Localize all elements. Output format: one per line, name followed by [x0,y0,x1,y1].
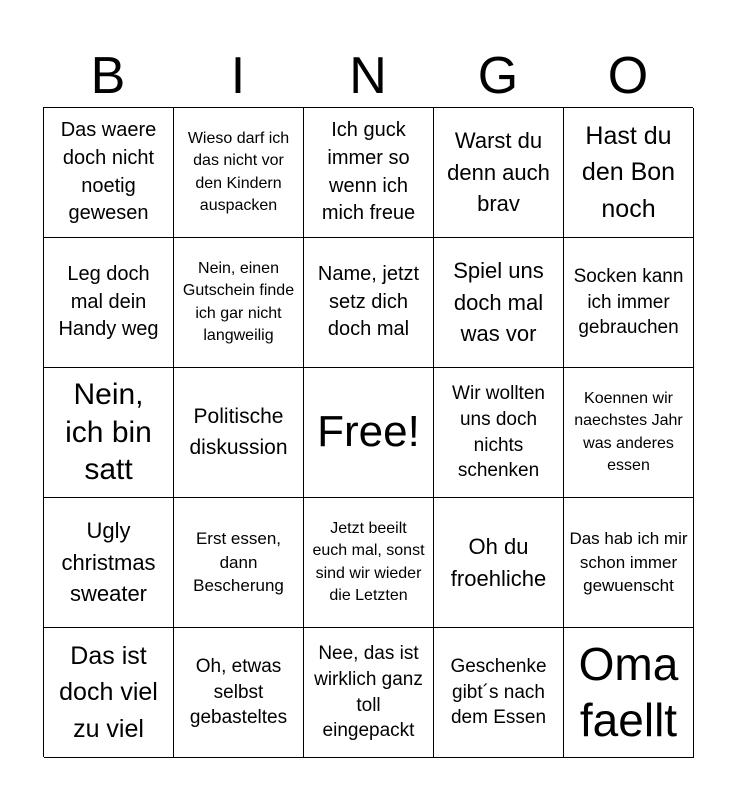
cell-text: Socken kann ich immer gebrauchen [573,266,684,339]
bingo-header [43,46,693,106]
cell-text: Nee, das ist wirklich ganz toll eingepackt [314,643,423,742]
cell-text: Wir wollten uns doch nichts schenken [452,383,545,482]
cell-text: Name, jetzt setz dich doch mal [317,263,420,341]
header-letter-b: B [90,47,126,105]
bingo-cell[interactable] [174,238,304,368]
bingo-cell[interactable] [44,108,174,238]
cell-text: Koennen wir naechstes Jahr was anderes essen [574,390,683,474]
free-space: Free! [317,407,420,457]
header-letter-i: I [230,47,246,105]
cell-text: Wieso darf ich das nicht vor den Kindern auspacken [187,130,290,214]
cell-text: Leg doch mal dein Handy weg [58,263,159,341]
cell-text: Oh, etwas selbst gebasteltes [189,656,288,729]
cell-text: Warst du denn auch brav [447,127,550,217]
cell-text: Oma faellt [578,638,679,746]
bingo-cell[interactable] [434,498,564,628]
cell-text: Das waere doch nicht noetig gewesen [60,119,157,225]
cell-text: Erst essen, dann Bescherung [193,529,284,596]
cell-text: Oh du froehliche [450,533,547,591]
cell-text: Nein, einen Gutschein finde ich gar nicht langweilig [182,260,295,344]
cell-text: Politische diskussion [189,405,288,459]
cell-text: Jetzt beeilt euch mal, sonst sind wir wieder die Letzten [312,520,425,604]
bingo-cell[interactable] [44,238,174,368]
bingo-cell[interactable] [564,498,694,628]
bingo-cell[interactable] [174,368,304,498]
bingo-cell[interactable] [434,628,564,758]
header-letter-g: G [477,47,519,105]
bingo-cell[interactable] [564,628,694,758]
cell-text: Das ist doch viel zu viel [59,642,158,743]
bingo-cell[interactable] [434,368,564,498]
cell-text: Geschenke gibt´s nach dem Essen [450,656,547,729]
bingo-cell[interactable] [304,238,434,368]
cell-text: Ich guck immer so wenn ich mich freue [321,119,416,225]
bingo-cell[interactable] [304,368,434,498]
bingo-cell[interactable] [564,368,694,498]
bingo-cell[interactable] [434,108,564,238]
bingo-cell[interactable] [44,498,174,628]
bingo-cell[interactable] [174,628,304,758]
bingo-card [43,107,693,757]
bingo-cell[interactable] [304,628,434,758]
bingo-cell[interactable] [174,108,304,238]
bingo-cell[interactable] [174,498,304,628]
bingo-cell[interactable] [304,498,434,628]
bingo-cell[interactable] [304,108,434,238]
header-letter-o: O [607,47,649,105]
cell-text: Ugly christmas sweater [61,517,156,607]
bingo-cell[interactable] [44,628,174,758]
cell-text: Spiel uns doch mal was vor [453,257,544,347]
cell-text: Das hab ich mir schon immer gewuenscht [569,529,688,596]
header-letter-n: N [349,47,387,105]
bingo-cell[interactable] [564,108,694,238]
bingo-cell[interactable] [434,238,564,368]
bingo-cell[interactable] [44,368,174,498]
cell-text: Hast du den Bon noch [581,122,676,223]
bingo-cell[interactable] [564,238,694,368]
cell-text: Nein, ich bin satt [65,378,152,487]
